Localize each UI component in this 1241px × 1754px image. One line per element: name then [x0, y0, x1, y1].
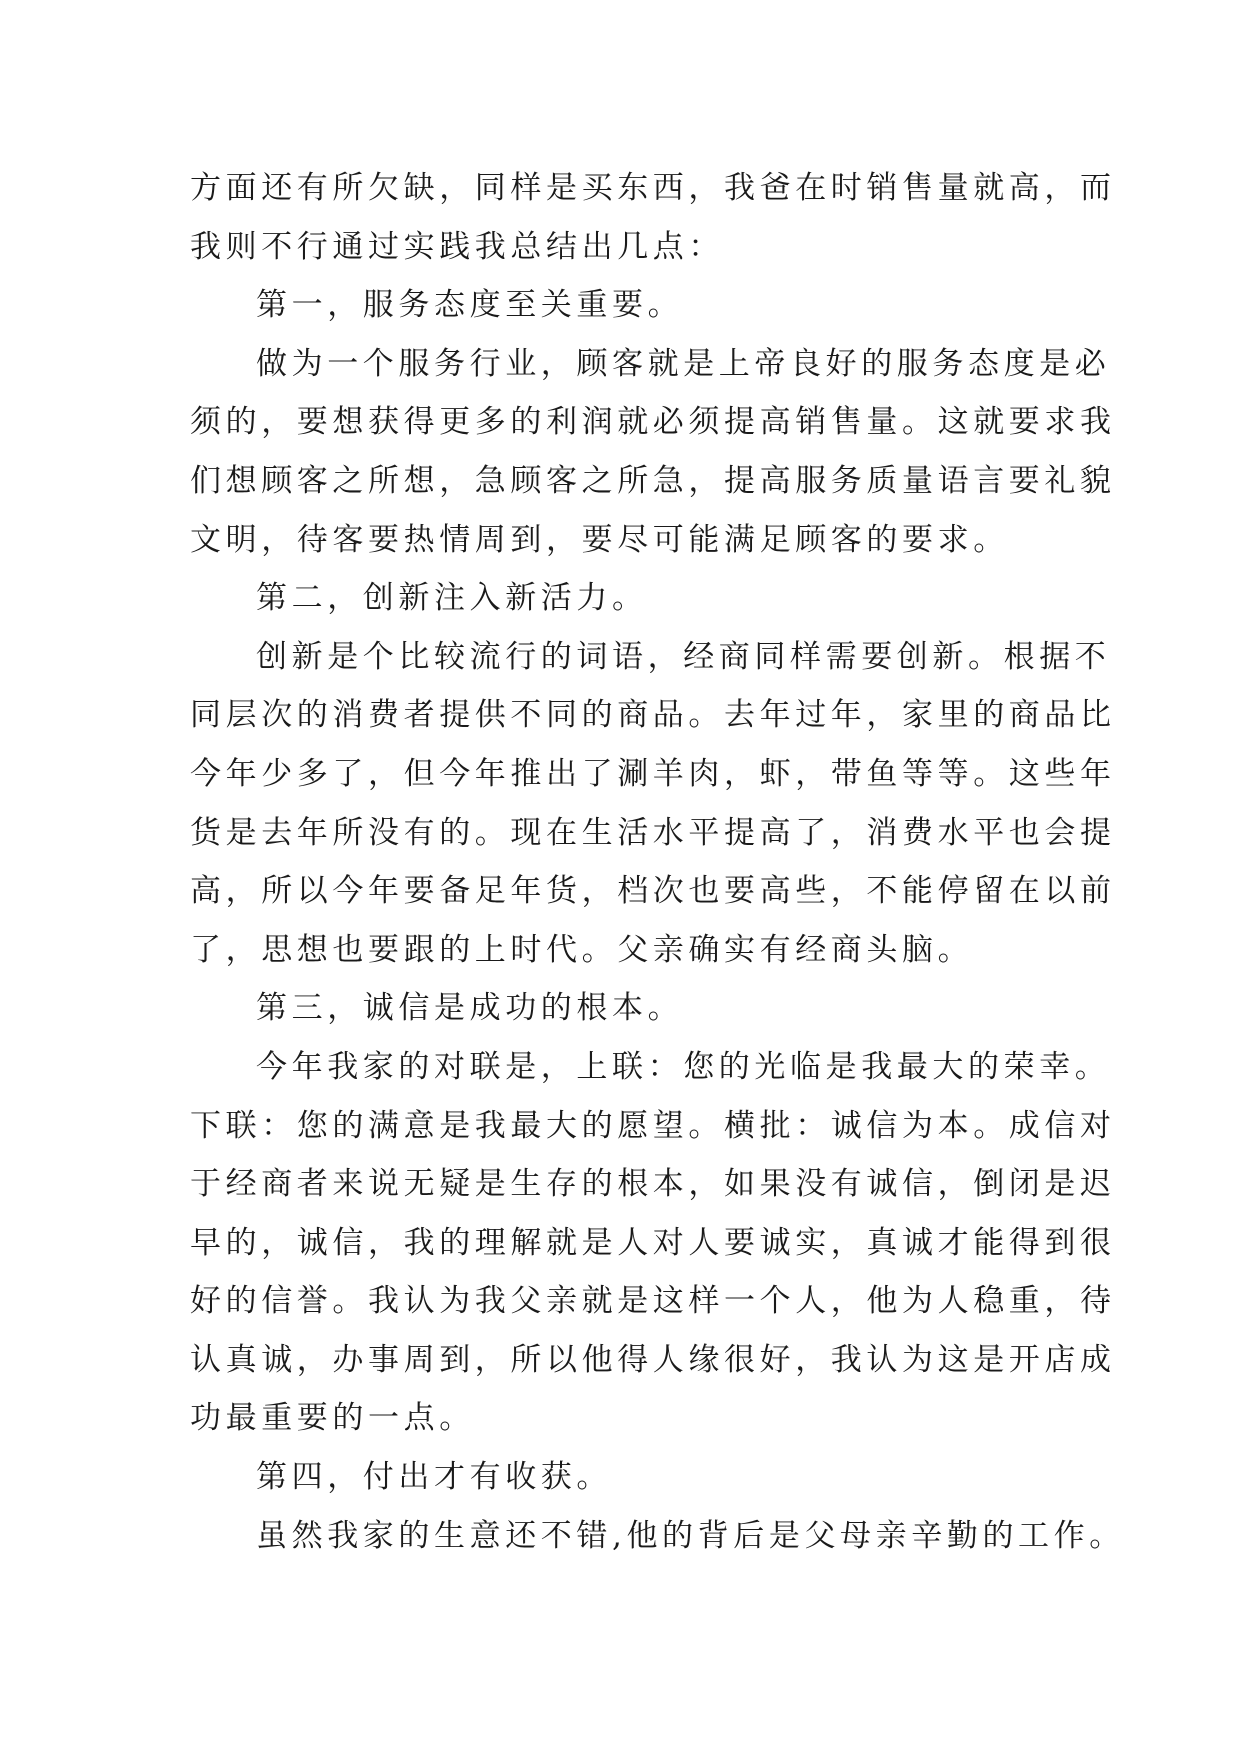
text-line: 于经商者来说无疑是生存的根本，如果没有诚信，倒闭是迟	[190, 1166, 1116, 1203]
text-line: 方面还有所欠缺，同样是买东西，我爸在时销售量就高，而	[190, 170, 1116, 206]
text-line: 虽然我家的生意还不错,他的背后是父母亲辛勤的工作。	[256, 1517, 1125, 1554]
text-line: 高，所以今年要备足年货，档次也要高些，不能停留在以前	[190, 873, 1116, 910]
document-body	[190, 159, 1125, 1565]
text-line: 须的，要想获得更多的利润就必须提高销售量。这就要求我	[190, 404, 1116, 441]
text-line: 了，思想也要跟的上时代。父亲确实有经商头脑。	[190, 931, 974, 968]
section-heading-3: 第三，诚信是成功的根本。	[256, 990, 684, 1027]
text-line: 创新是个比较流行的词语，经商同样需要创新。根据不	[256, 638, 1111, 675]
text-line: 今年我家的对联是，上联：您的光临是我最大的荣幸。	[256, 1048, 1111, 1085]
text-line: 今年少多了，但今年推出了涮羊肉，虾，带鱼等等。这些年	[190, 755, 1116, 792]
text-line: 文明，待客要热情周到，要尽可能满足顾客的要求。	[190, 521, 1009, 558]
text-line: 货是去年所没有的。现在生活水平提高了，消费水平也会提	[190, 814, 1116, 851]
text-line: 同层次的消费者提供不同的商品。去年过年，家里的商品比	[190, 697, 1116, 734]
text-line: 认真诚，办事周到，所以他得人缘很好，我认为这是开店成	[190, 1341, 1116, 1378]
text-line: 功最重要的一点。	[190, 1400, 475, 1437]
section-heading-1: 第一，服务态度至关重要。	[256, 287, 684, 324]
text-line: 们想顾客之所想，急顾客之所急，提高服务质量语言要礼貌	[190, 462, 1116, 499]
text-line: 早的，诚信，我的理解就是人对人要诚实，真诚才能得到很	[190, 1224, 1116, 1261]
section-heading-4: 第四，付出才有收获。	[256, 1459, 612, 1496]
text-line: 好的信誉。我认为我父亲就是这样一个人，他为人稳重，待	[190, 1283, 1116, 1320]
text-line: 我则不行通过实践我总结出几点：	[190, 228, 724, 265]
text-line: 下联：您的满意是我最大的愿望。横批：诚信为本。成信对	[190, 1107, 1116, 1144]
section-heading-2: 第二，创新注入新活力。	[256, 580, 648, 617]
text-line: 做为一个服务行业，顾客就是上帝良好的服务态度是必	[256, 345, 1111, 382]
